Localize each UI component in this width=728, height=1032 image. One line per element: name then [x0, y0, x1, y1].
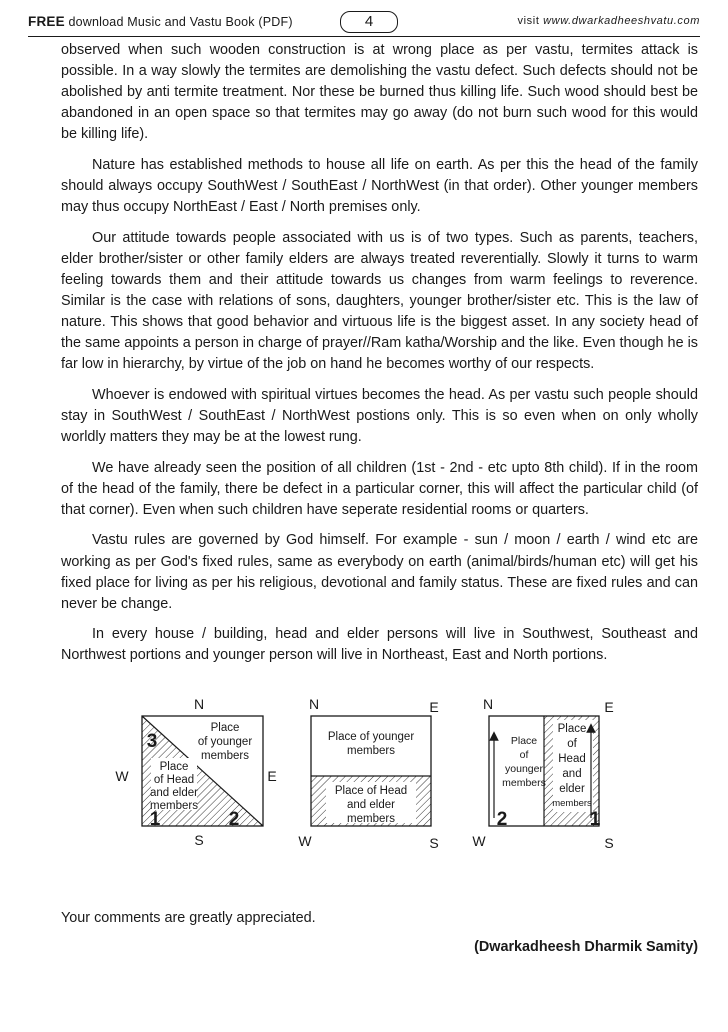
header-free-download — [28, 14, 293, 29]
diag1-elder-line3: and elder — [150, 787, 198, 799]
diag2-elder-line1: Place of Head — [334, 785, 408, 797]
page-header — [28, 10, 700, 34]
diag2-young-line2: members — [347, 745, 395, 757]
diag2-west-label: W — [298, 833, 312, 849]
diag1-east-label: E — [267, 768, 277, 784]
diagram-horizontal — [298, 696, 438, 851]
diag1-number-2: 2 — [228, 809, 240, 830]
diag1-number-1: 1 — [149, 809, 161, 830]
paragraph-termites: observed when such wooden construction is at wrong place as per vastu, termites attack is possible. In a way slowly the termites are demolishing the vastu defect. Such defects should not be abolished by anti termite treatment. Nor these be burned thus killing life. Such wood should best be abandoned in an open space so that termites may go away (do not burn such wood for this would be killing life). — [61, 42, 698, 143]
diag1-north-label: N — [193, 696, 205, 712]
diag3-number-2: 2 — [496, 809, 508, 830]
diag2-north-label: N — [308, 696, 320, 712]
diag2-elder-line3: members — [347, 813, 395, 825]
article-body — [61, 40, 698, 676]
diag3-east-label: E — [604, 699, 614, 715]
header-divider — [28, 36, 700, 37]
diag3-young-line1: Place — [510, 735, 538, 747]
diag3-elder-line2: of — [567, 738, 577, 750]
diag1-young-line2: of younger — [197, 736, 253, 748]
diag1-young-line1: Place — [210, 722, 240, 734]
header-free-text: download Music and Vastu Book (PDF) — [68, 15, 293, 29]
diag2-east-label: E — [429, 699, 439, 715]
diag1-west-label: W — [115, 768, 129, 784]
paragraph-attitude: Our attitude towards people associated with us is of two types. Such as parents, teachers, elder brother/sister or other family elders are always treated reverentially. Slowly it turns to warm feeling towards them and their attitude towards us changes from warm feelings to reverence. Similar is the case with relations of sons, daughters, younger brother/sister etc. This is the law of nature. This shows that good behavior and virtuous life is the biggest asset. In any society head of the same appoints a person in charge of prayer//Ram katha/Worship and the like. Even though he is far low in hierarchy, by virtue of the job on hand he becomes worthy of our respects. — [61, 229, 698, 373]
diag3-elder-line6: members — [552, 798, 592, 809]
diag3-elder-line3: Head — [558, 753, 586, 765]
header-free-word: FREE — [28, 14, 65, 29]
paragraph-nature: Nature has established methods to house all life on earth. As per this the head of the family should always occupy SouthWest / SouthEast / NorthWest (in that order). Other younger members may thus occupy NorthEast / East / North premises only. — [61, 156, 698, 216]
diag3-young-line4: members — [502, 777, 546, 789]
diag3-elder-line5: elder — [559, 783, 585, 795]
diag3-young-line2: of — [519, 749, 529, 761]
diag3-west-label: W — [472, 833, 486, 849]
diag2-south-label: S — [429, 835, 439, 851]
page-number: 4 — [340, 11, 398, 33]
diagram-diagonal — [115, 696, 276, 848]
paragraph-spiritual: Whoever is endowed with spiritual virtues becomes the head. As per vastu such people should stay in SouthWest / SouthEast / NorthWest postions only. This is so even when on only wholly worldly matters they may be at the lowest rung. — [61, 386, 698, 446]
paragraph-vastu-rules: Vastu rules are governed by God himself. For example - sun / moon / earth / wind etc are working as per God's fixed rules, same as everybody on earth (animal/birds/human etc) will get his fixed place for living as per his religious, devotional and family status. These are fixed rules and can never be change. — [61, 532, 698, 612]
comments-note: Your comments are greatly appreciated. — [61, 910, 316, 926]
diag3-young-line3: younger — [505, 763, 543, 775]
diag1-number-3: 3 — [146, 731, 158, 752]
diag3-north-label: N — [482, 696, 494, 712]
header-website — [518, 15, 700, 27]
header-visit-prefix: visit — [517, 15, 540, 27]
paragraph-children: We have already seen the position of all children (1st - 2nd - etc upto 8th child). If in the room of the head of the family, there be defect in a particular corner, this will affect the particular child (of that corner). Even when such children have seperate residential rooms or quarters. — [61, 459, 698, 518]
diag2-young-line1: Place of younger — [327, 731, 415, 743]
diag1-elder-line1: Place — [159, 761, 189, 773]
diag3-number-1: 1 — [589, 809, 601, 830]
diag1-south-label: S — [194, 832, 204, 848]
vastu-diagrams — [0, 690, 728, 860]
diag1-young-line3: members — [201, 750, 249, 762]
diag2-elder-line2: and elder — [347, 799, 395, 811]
diag3-south-label: S — [604, 835, 614, 851]
diag3-elder-line1: Place — [557, 723, 587, 735]
diagrams-svg — [0, 690, 728, 860]
diag3-elder-line4: and — [562, 768, 582, 780]
paragraph-house-portions: In every house / building, head and elder persons will live in Southwest, Southeast and Northwest portions and younger person will live in Northeast, East and North portions. — [61, 626, 698, 664]
diag1-elder-line4: members — [150, 800, 198, 812]
diag1-elder-line2: of Head — [153, 774, 195, 786]
header-url-link[interactable]: www.dwarkadheeshvatu.com — [543, 15, 700, 27]
diagram-vertical — [472, 696, 613, 851]
signature: (Dwarkadheesh Dharmik Samity) — [474, 939, 698, 955]
